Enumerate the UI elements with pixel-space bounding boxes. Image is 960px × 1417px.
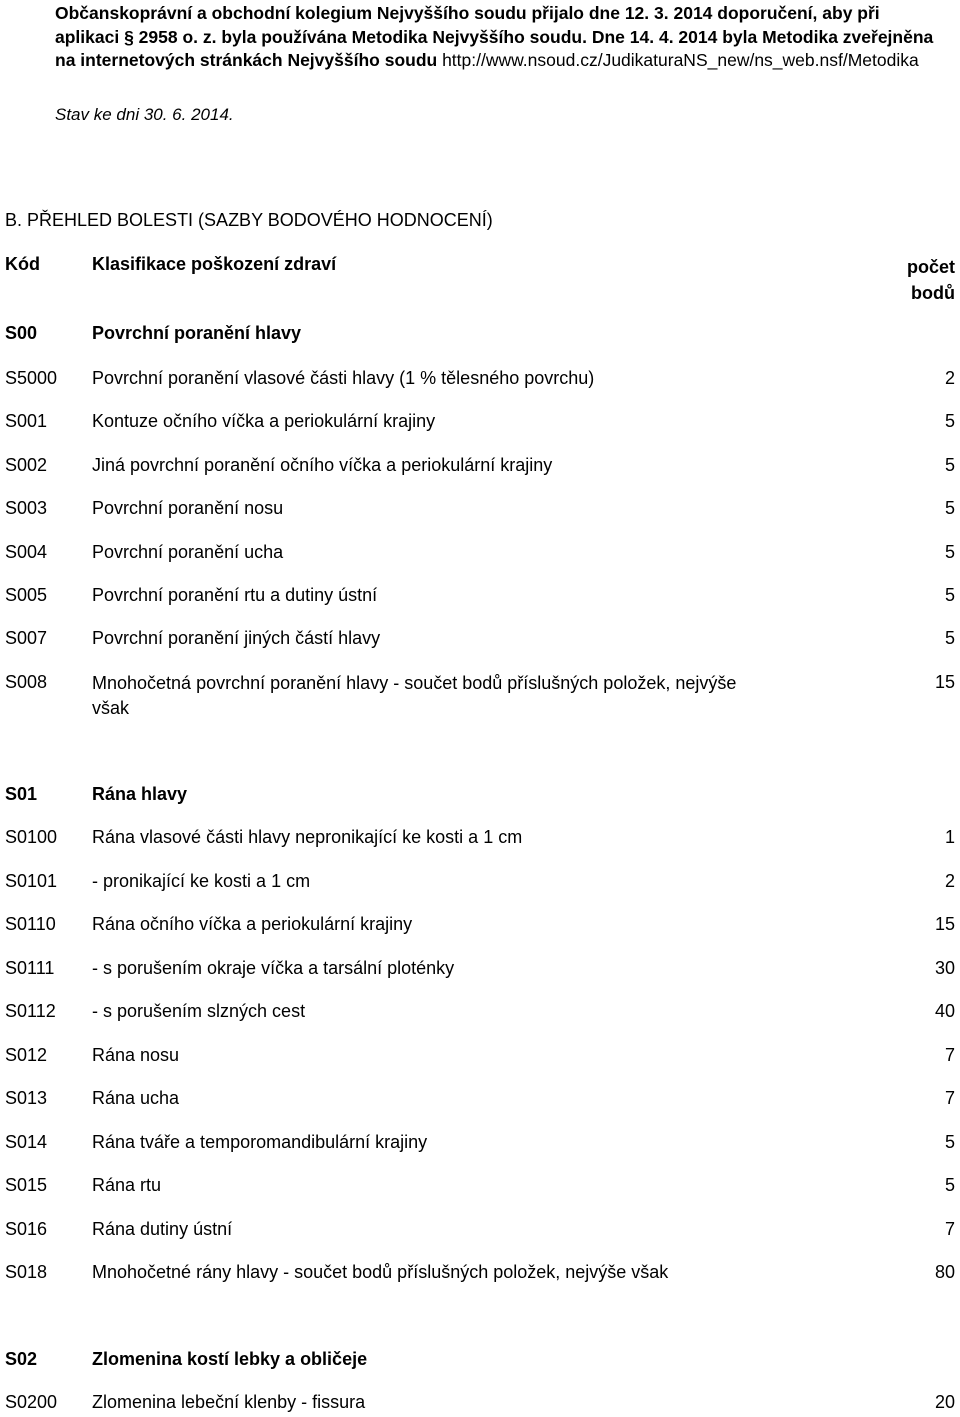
row-code: S0110 — [5, 914, 56, 934]
row-description: Rána dutiny ústní — [92, 1219, 233, 1239]
row-points: 5 — [944, 542, 955, 562]
row-description: Povrchní poranění hlavy — [92, 323, 302, 343]
row-code: S004 — [5, 542, 48, 562]
table-row — [0, 497, 960, 523]
row-description: - s porušením slzných cest — [92, 1001, 306, 1021]
header-kod: Kód — [5, 254, 40, 274]
row-points: 20 — [934, 1392, 955, 1412]
row-description: Povrchní poranění ucha — [92, 542, 284, 562]
table-row — [0, 1087, 960, 1113]
table-row — [0, 627, 960, 653]
row-description: Povrchní poranění nosu — [92, 498, 284, 518]
row-points: 5 — [944, 498, 955, 518]
table-row — [0, 410, 960, 436]
row-code: S5000 — [5, 368, 58, 388]
row-code: S005 — [5, 585, 48, 605]
header-bodu: bodů — [911, 283, 955, 303]
metodika-link[interactable]: http://www.nsoud.cz/JudikaturaNS_new/ns_web.nsf/Metodika — [442, 50, 919, 70]
row-points: 5 — [944, 411, 955, 431]
row-description: - s porušením okraje víčka a tarsální ploténky — [92, 958, 455, 978]
table-row — [0, 1348, 960, 1374]
row-description: Rána očního víčka a periokulární krajiny — [92, 914, 413, 934]
row-code: S013 — [5, 1088, 48, 1108]
table-row — [0, 322, 960, 348]
row-description: Mnohočetné rány hlavy - součet bodů příslušných položek, nejvýše však — [92, 1262, 669, 1282]
table-row — [0, 870, 960, 896]
row-code: S016 — [5, 1219, 48, 1239]
table-row — [0, 1174, 960, 1200]
table-row — [0, 913, 960, 939]
table-row — [0, 1261, 960, 1287]
row-code: S012 — [5, 1045, 48, 1065]
row-code: S0101 — [5, 871, 58, 891]
row-points: 2 — [944, 871, 955, 891]
header-line-1: Občanskoprávní a obchodní kolegium Nejvyššího soudu přijalo dne 12. 3. 2014 doporučení, aby při — [55, 3, 880, 23]
row-description-line-2: však — [92, 698, 130, 718]
table-row — [0, 1044, 960, 1070]
header-line-2: aplikaci § 2958 o. z. byla používána Metodika Nejvyššího soudu. Dne 14. 4. 2014 byla Metodika zveřejněna — [55, 26, 934, 47]
table-row — [0, 1131, 960, 1157]
row-code: S00 — [5, 323, 38, 343]
row-code: S007 — [5, 628, 48, 648]
header-line-3 — [55, 49, 955, 73]
table-row — [0, 367, 960, 393]
status-date: Stav ke dni 30. 6. 2014. — [55, 105, 234, 124]
row-points: 5 — [944, 1175, 955, 1195]
row-code: S0111 — [5, 958, 55, 978]
header-pocet: počet — [906, 257, 955, 277]
row-points: 1 — [944, 827, 955, 847]
row-code: S014 — [5, 1132, 48, 1152]
table-row — [0, 1391, 960, 1417]
table-row — [0, 541, 960, 567]
table-row — [0, 584, 960, 610]
row-description: Zlomenina lebeční klenby - fissura — [92, 1392, 366, 1412]
table-row — [0, 454, 960, 480]
row-code: S0112 — [5, 1001, 56, 1021]
row-description: Povrchní poranění vlasové části hlavy (1 % tělesného povrchu) — [92, 368, 595, 388]
row-code: S0200 — [5, 1392, 58, 1412]
header-klasifikace: Klasifikace poškození zdraví — [92, 254, 337, 274]
row-description: Kontuze očního víčka a periokulární krajiny — [92, 411, 436, 431]
row-description: - pronikající ke kosti a 1 cm — [92, 871, 311, 891]
row-points: 5 — [944, 585, 955, 605]
table-row — [0, 1218, 960, 1244]
row-description: Rána vlasové části hlavy nepronikající ke kosti a 1 cm — [92, 827, 523, 847]
row-description — [92, 671, 862, 721]
row-points: 7 — [944, 1045, 955, 1065]
row-description: Rána rtu — [92, 1175, 162, 1195]
row-description: Rána tváře a temporomandibulární krajiny — [92, 1132, 428, 1152]
row-description: Jiná povrchní poranění očního víčka a periokulární krajiny — [92, 455, 553, 475]
header-line-3-bold: na internetových stránkách Nejvyššího soudu — [55, 50, 438, 70]
row-description: Rána ucha — [92, 1088, 180, 1108]
row-points: 40 — [934, 1001, 955, 1021]
table-row — [0, 1000, 960, 1026]
row-points: 7 — [944, 1088, 955, 1108]
section-title: B. PŘEHLED BOLESTI (SAZBY BODOVÉHO HODNOCENÍ) — [5, 210, 493, 230]
row-code: S02 — [5, 1349, 38, 1369]
row-points: 2 — [944, 368, 955, 388]
row-code: S008 — [5, 672, 48, 692]
row-description: Povrchní poranění jiných částí hlavy — [92, 628, 381, 648]
document-header — [55, 2, 955, 73]
row-code: S002 — [5, 455, 48, 475]
row-points: 5 — [944, 1132, 955, 1152]
row-description: Zlomenina kostí lebky a obličeje — [92, 1349, 368, 1369]
table-row — [0, 826, 960, 852]
row-points: 5 — [944, 628, 955, 648]
table-row — [0, 957, 960, 983]
row-points: 15 — [934, 672, 955, 692]
row-code: S001 — [5, 411, 48, 431]
row-points: 5 — [944, 455, 955, 475]
row-points: 7 — [944, 1219, 955, 1239]
row-points: 15 — [934, 914, 955, 934]
row-code: S01 — [5, 784, 38, 804]
header-pocet-bodu — [907, 254, 955, 306]
row-description: Povrchní poranění rtu a dutiny ústní — [92, 585, 378, 605]
row-description: Rána hlavy — [92, 784, 188, 804]
row-description-line-1: Mnohočetná povrchní poranění hlavy - součet bodů příslušných položek, nejvýše — [92, 673, 737, 693]
row-code: S018 — [5, 1262, 48, 1282]
row-points: 30 — [934, 958, 955, 978]
row-code: S015 — [5, 1175, 48, 1195]
row-code: S0100 — [5, 827, 58, 847]
row-description: Rána nosu — [92, 1045, 180, 1065]
row-points: 80 — [934, 1262, 955, 1282]
table-row — [0, 671, 960, 721]
row-code: S003 — [5, 498, 48, 518]
table-row — [0, 783, 960, 809]
